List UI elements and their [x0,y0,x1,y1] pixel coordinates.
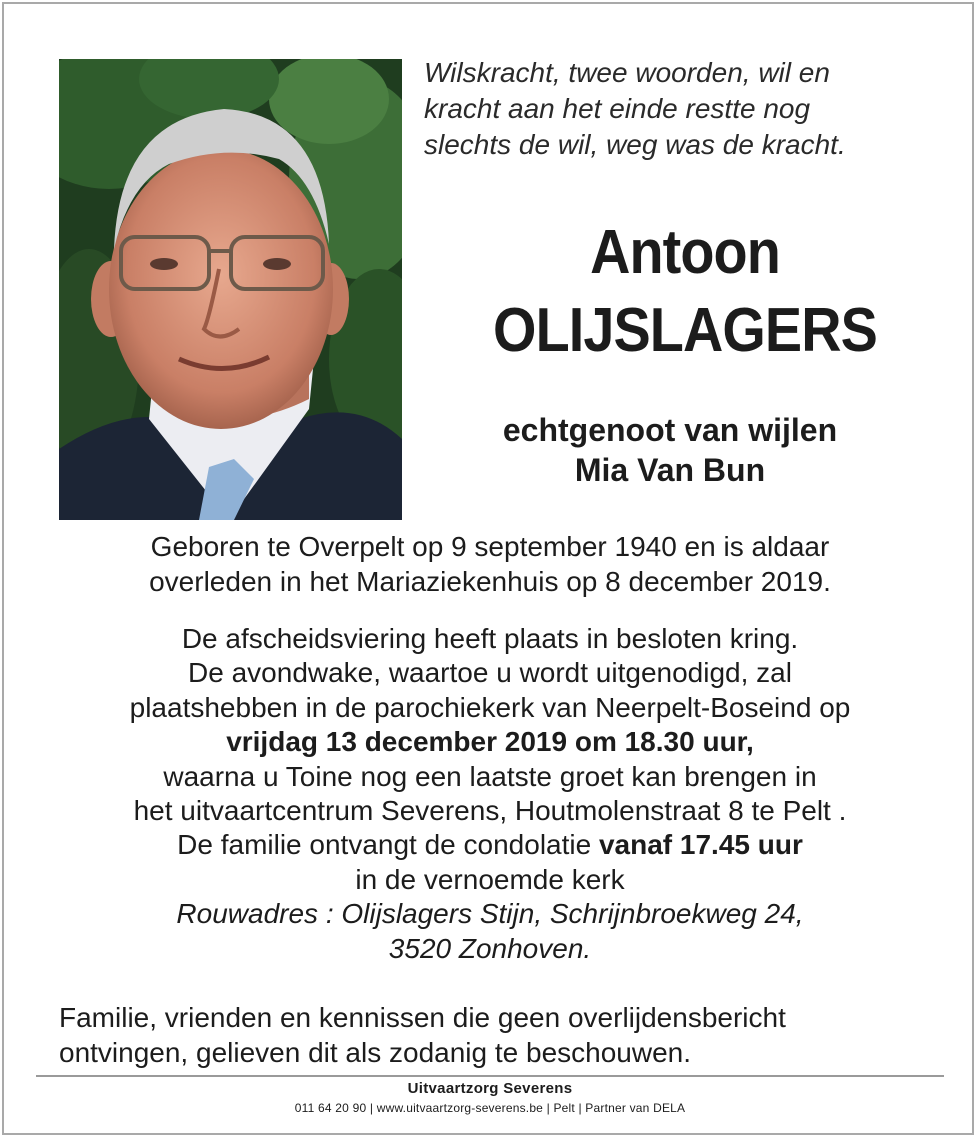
death-line: overleden in het Mariaziekenhuis op 8 december 2019. [149,566,831,597]
portrait-photo [59,59,402,520]
spouse-line: echtgenoot van wijlen [502,412,838,448]
ceremony-date-time: vrijdag 13 december 2019 om 18.30 uur, [226,726,754,758]
ceremony-line: in de vernoemde kerk [355,863,625,895]
footer-divider [36,1075,944,1077]
condolence-line [40,828,940,862]
mourning-address: Rouwadres : Olijslagers Stijn, Schrijnbroekweg 24, [176,898,804,930]
quote-line: Wilskracht, twee woorden, wil en [424,57,830,88]
spouse-info [430,410,910,490]
closing-line: ontvingen, gelieven dit als zodanig te beschouwen. [59,1037,691,1068]
memorial-quote [424,55,944,163]
ceremony-line: De avondwake, waartoe u wordt uitgenodigd, zal [188,657,792,689]
closing-note [59,1000,939,1070]
ceremony-line: het uitvaartcentrum Severens, Houtmolenstraat 8 te Pelt . [133,795,847,827]
ceremony-line: waarna u Toine nog een laatste groet kan brengen in [163,760,817,792]
quote-line: slechts de wil, weg was de kracht. [424,129,846,160]
funeral-home-contact: 011 64 20 90 | www.uitvaartzorg-severens.be | Pelt | Partner van DELA [294,1101,686,1115]
birth-death-info [40,529,940,599]
ceremony-line: plaatshebben in de parochiekerk van Neerpelt-Boseind op [129,691,851,723]
birth-line: Geboren te Overpelt op 9 september 1940 en is aldaar [150,531,830,562]
ceremony-info [40,622,940,966]
quote-line: kracht aan het einde restte nog [424,93,811,124]
spouse-name: Mia Van Bun [574,452,766,488]
deceased-first-name: Antoon [590,218,780,287]
mourning-address-city: 3520 Zonhoven. [388,932,592,964]
funeral-home-name: Uitvaartzorg Severens [407,1080,573,1097]
closing-line: Familie, vrienden en kennissen die geen overlijdensbericht [59,1002,786,1033]
ceremony-line: De afscheidsviering heeft plaats in besloten kring. [181,623,799,654]
condolence-time: vanaf 17.45 uur [598,829,803,861]
deceased-last-name: OLIJSLAGERS [493,296,877,365]
condolence-text: De familie ontvangt de condolatie [177,829,592,861]
